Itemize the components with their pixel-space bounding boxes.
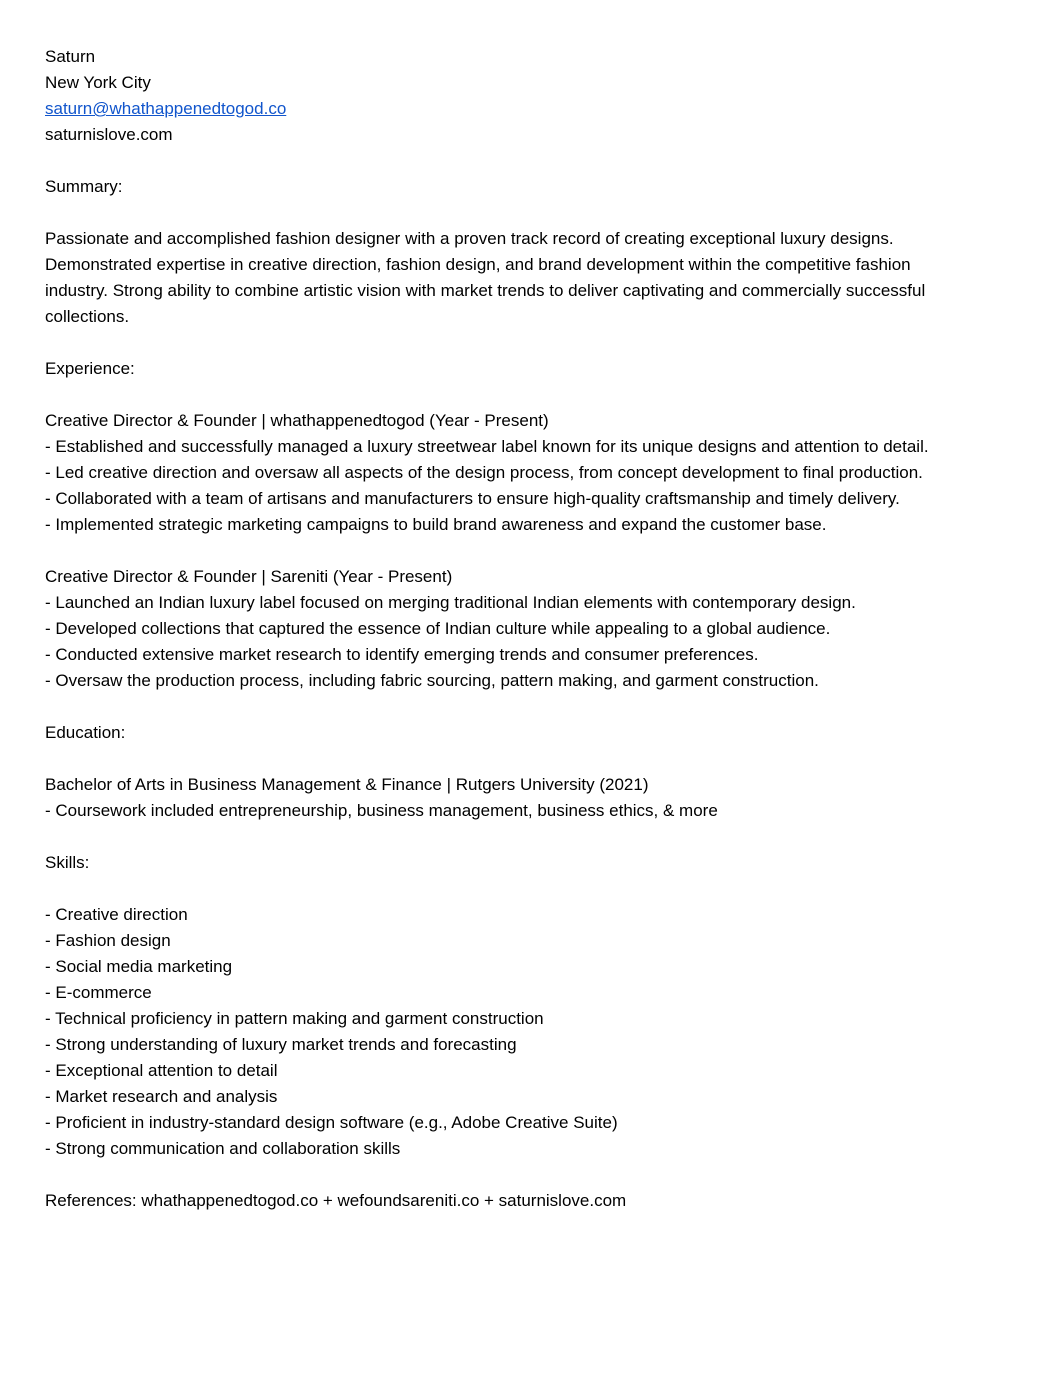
paragraph: References: whathappenedtogod.co + wefoundsareniti.co + saturnislove.com <box>45 1191 627 1210</box>
text-group <box>45 408 972 538</box>
text-line: Creative Director & Founder | Sareniti (Year - Present) <box>45 567 453 586</box>
paragraph: Passionate and accomplished fashion designer with a proven track record of creating exceptional luxury designs. Demonstrated expertise in creative direction, fashion design, and brand development within the competitive fashion industry. Strong ability to combine artistic vision with market trends to deliver captivating and commercially successful collections. <box>45 229 926 326</box>
section-heading: Education: <box>45 723 126 742</box>
text-line: - E-commerce <box>45 983 152 1002</box>
section-heading: Experience: <box>45 359 135 378</box>
text-line: - Led creative direction and oversaw all aspects of the design process, from concept development to final production. <box>45 463 923 482</box>
text-line: - Creative direction <box>45 905 188 924</box>
text-line: - Oversaw the production process, including fabric sourcing, pattern making, and garment construction. <box>45 671 819 690</box>
text-line: - Established and successfully managed a luxury streetwear label known for its unique designs and attention to detail. <box>45 437 929 456</box>
text-line: - Collaborated with a team of artisans and manufacturers to ensure high-quality craftsmanship and timely delivery. <box>45 489 900 508</box>
text-group <box>45 564 972 694</box>
text-line: - Market research and analysis <box>45 1087 278 1106</box>
text-line: - Developed collections that captured the essence of Indian culture while appealing to a global audience. <box>45 619 831 638</box>
text-line: - Social media marketing <box>45 957 233 976</box>
text-line: Bachelor of Arts in Business Management & Finance | Rutgers University (2021) <box>45 775 649 794</box>
contact-block <box>45 44 972 148</box>
text-line: - Coursework included entrepreneurship, business management, business ethics, & more <box>45 801 718 820</box>
text-line: - Strong communication and collaboration skills <box>45 1139 401 1158</box>
text-line: - Fashion design <box>45 931 171 950</box>
text-group <box>45 902 972 1162</box>
section-heading: Skills: <box>45 853 90 872</box>
contact-location: New York City <box>45 73 151 92</box>
contact-name: Saturn <box>45 47 96 66</box>
text-line: - Technical proficiency in pattern making and garment construction <box>45 1009 544 1028</box>
text-group <box>45 772 972 824</box>
document-body <box>45 174 972 1214</box>
text-line: - Strong understanding of luxury market trends and forecasting <box>45 1035 517 1054</box>
contact-email-link[interactable]: saturn@whathappenedtogod.co <box>45 99 287 118</box>
text-line: - Implemented strategic marketing campaigns to build brand awareness and expand the customer base. <box>45 515 827 534</box>
text-line: - Conducted extensive market research to identify emerging trends and consumer preferences. <box>45 645 759 664</box>
text-line: - Exceptional attention to detail <box>45 1061 278 1080</box>
text-line: - Launched an Indian luxury label focused on merging traditional Indian elements with contemporary design. <box>45 593 856 612</box>
text-line: Creative Director & Founder | whathappenedtogod (Year - Present) <box>45 411 549 430</box>
section-heading: Summary: <box>45 177 123 196</box>
text-line: - Proficient in industry-standard design software (e.g., Adobe Creative Suite) <box>45 1113 618 1132</box>
contact-website: saturnislove.com <box>45 125 173 144</box>
